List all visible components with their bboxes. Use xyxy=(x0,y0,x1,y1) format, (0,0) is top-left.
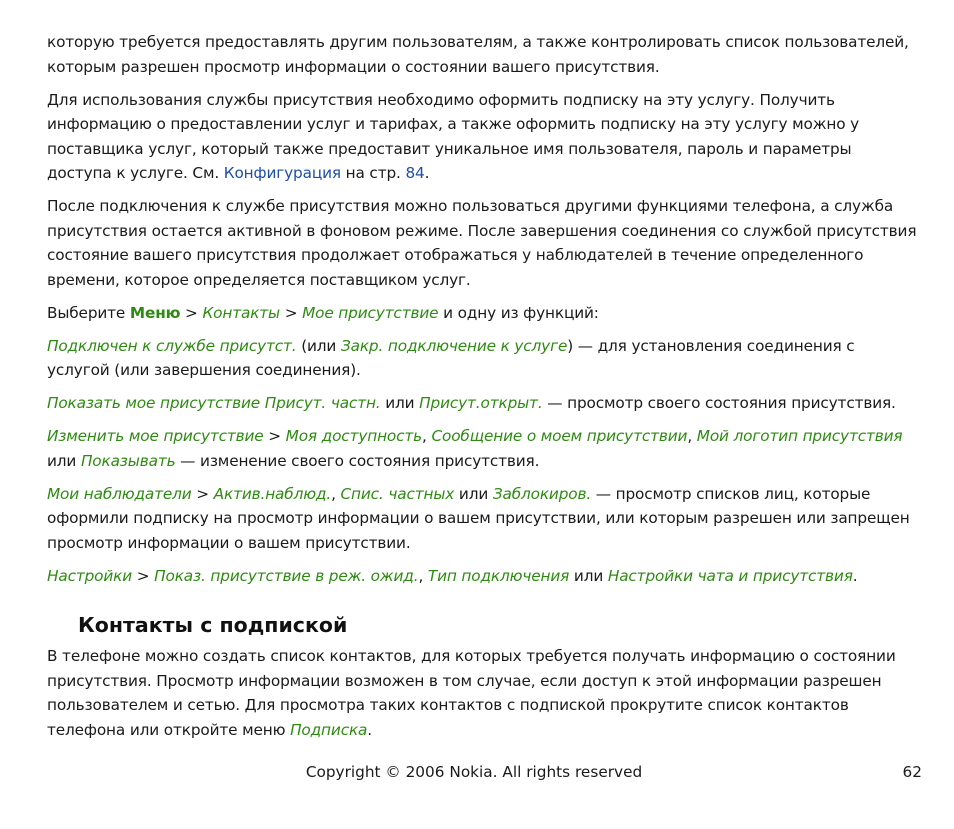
paragraph-subscription xyxy=(47,88,917,186)
paragraph-text: или xyxy=(47,451,81,470)
option-change-presence xyxy=(47,424,917,473)
option-watchers xyxy=(47,482,917,556)
chat-presence-settings-term: Настройки чата и присутствия xyxy=(607,566,853,585)
page-number: 62 xyxy=(902,763,922,781)
comma: , xyxy=(418,566,428,585)
content-body xyxy=(47,30,917,751)
paragraph-text: После подключения к службе присутствия можно пользоваться другими функциями телефона, а служба присутствия остается активной в фоновом режиме. После завершения соединения со службой присутствия состояние вашего присутствия продолжает отображаться у наблюдателей в течение определенного времени, которое определяется поставщиком услуг. xyxy=(47,197,917,289)
page-footer xyxy=(0,760,954,784)
section-heading: Контакты с подпиской xyxy=(78,613,348,637)
comma: , xyxy=(331,484,341,503)
presence-message-term: Сообщение о моем присутствии xyxy=(431,427,688,445)
option-settings xyxy=(47,564,917,589)
contacts-term: Контакты xyxy=(202,303,280,322)
path-separator: > xyxy=(263,427,286,445)
paragraph-text: . xyxy=(367,720,372,739)
paragraph-menu-path xyxy=(47,301,917,326)
subscription-term: Подписка xyxy=(290,720,368,739)
blocked-term: Заблокиров. xyxy=(492,484,592,503)
paragraph-text: . xyxy=(852,566,858,585)
private-list-term: Спис. частных xyxy=(340,484,455,503)
paragraph-text: или xyxy=(569,566,608,585)
paragraph-text: Для использования службы присутствия необходимо оформить подписку на эту услугу. Получить информацию о предоставлении услуг и тарифах, а также оформить подписку на эту услугу можно у поставщика услуг, который также предоставит уникальное имя пользователя, пароль и параметры доступа к услуге. См. xyxy=(47,90,860,182)
paragraph-text: — просмотр своего состояния присутствия. xyxy=(542,394,896,412)
comma: , xyxy=(422,427,432,445)
presence-logo-term: Мой логотип присутствия xyxy=(696,427,903,445)
my-watchers-term: Мои наблюдатели xyxy=(47,484,192,503)
path-separator: > xyxy=(180,303,203,322)
paragraph-text: Выберите xyxy=(47,303,130,322)
configuration-link[interactable]: Конфигурация xyxy=(223,164,341,182)
connection-type-term: Тип подключения xyxy=(427,566,570,585)
active-watchers-term: Актив.наблюд. xyxy=(213,484,332,503)
paragraph-text: ) — для установления соединения с услугой (или завершения соединения). xyxy=(47,336,855,379)
show-term: Показывать xyxy=(80,451,176,470)
paragraph-text: . xyxy=(424,164,430,182)
disconnect-term: Закр. подключение к услуге xyxy=(340,336,568,355)
paragraph-text: на стр. xyxy=(340,164,406,182)
connect-term: Подключен к службе присутст. xyxy=(47,336,297,355)
option-show-presence xyxy=(47,391,917,416)
menu-term: Меню xyxy=(129,303,181,322)
change-presence-term: Изменить мое присутствие xyxy=(47,427,264,445)
page-84-link[interactable]: 84 xyxy=(405,164,425,182)
copyright-text: Copyright © 2006 Nokia. All rights reserved xyxy=(305,763,643,781)
paragraph-text: В телефоне можно создать список контактов, для которых требуется получать информацию о состоянии присутствия. Просмотр информации возможен в том случае, если доступ к этой информации разрешен пользователем и сетью. Для просмотра таких контактов с подпиской прокрутите список контактов телефона или откройте меню xyxy=(47,647,896,739)
paragraph-text: и одну из функций: xyxy=(438,303,599,322)
paragraph-text: которую требуется предоставлять другим пользователям, а также контролировать список пользователей, которым разрешен просмотр информации о состоянии вашего присутствия. xyxy=(47,33,909,76)
paragraph-text: или xyxy=(454,484,493,503)
comma: , xyxy=(687,427,697,445)
paragraph-text: (или xyxy=(296,336,341,355)
public-presence-term: Присут.открыт. xyxy=(419,394,543,412)
standby-presence-term: Показ. присутствие в реж. ожид. xyxy=(154,566,419,585)
paragraph-intro-continued xyxy=(47,30,917,79)
availability-term: Моя доступность xyxy=(285,427,423,445)
settings-term: Настройки xyxy=(47,566,133,585)
paragraph-text: или xyxy=(380,394,420,412)
paragraph-text: — изменение своего состояния присутствия. xyxy=(175,451,540,470)
path-separator: > xyxy=(191,484,214,503)
option-connect xyxy=(47,334,917,383)
path-separator: > xyxy=(132,566,155,585)
paragraph-background-mode xyxy=(47,194,917,292)
paragraph-text: — просмотр списков лиц, которые оформили подписку на просмотр информации о вашем присутствии, или которым разрешен или запрещен просмотр информации о вашем присутствии. xyxy=(47,484,910,552)
show-presence-term: Показать мое присутствие Присут. частн. xyxy=(47,394,381,412)
my-presence-term: Мое присутствие xyxy=(302,303,439,322)
paragraph-subscribed-contacts xyxy=(47,644,917,742)
path-separator: > xyxy=(279,303,303,322)
